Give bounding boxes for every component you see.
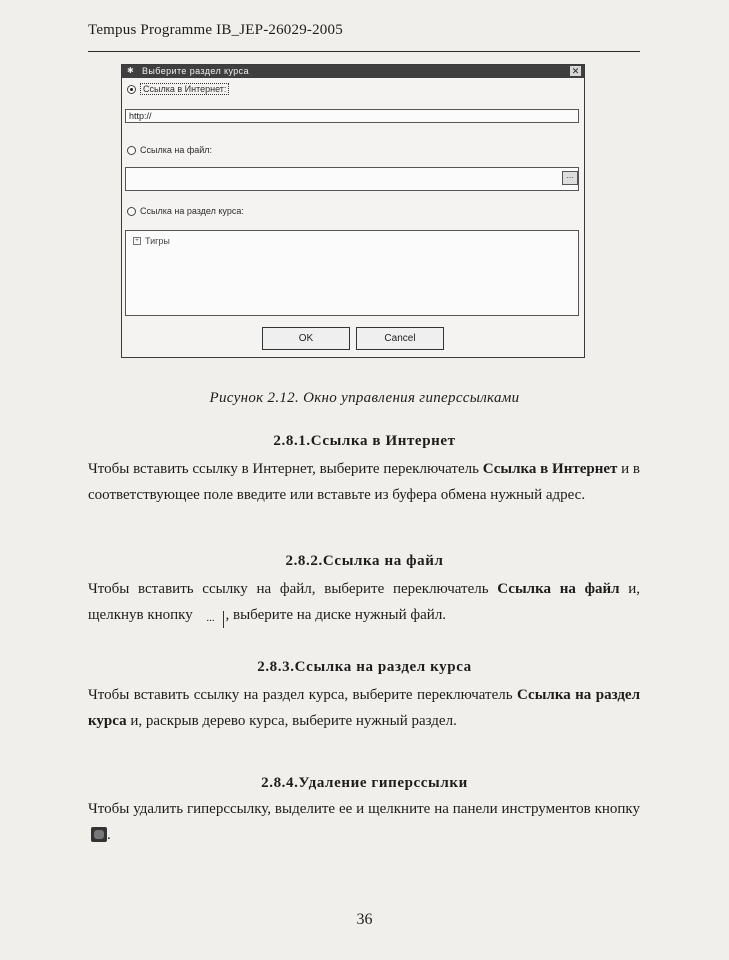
page-number: 36 <box>356 911 373 928</box>
tree-item-label: Тигры <box>145 236 170 246</box>
radio-internet[interactable] <box>127 83 229 95</box>
expand-plus-icon[interactable]: + <box>133 237 141 245</box>
header-rule <box>88 51 640 52</box>
browse-button[interactable]: ... <box>562 171 578 185</box>
paragraph-text: и в соответствующее поле введите или вставьте из буфера обмена нужный адрес. <box>88 461 641 503</box>
dialog-title: Выберите раздел курса <box>142 66 249 76</box>
paragraph-bold-term: Ссылка на раздел курса <box>88 687 641 729</box>
paragraph-text: Чтобы вставить ссылку в Интернет, выберите переключатель <box>88 461 479 477</box>
radio-unchecked-icon[interactable] <box>127 207 136 216</box>
section-paragraph <box>88 682 640 734</box>
paragraph-text: Чтобы удалить гиперссылку, выделите ее и щелкните на панели инструментов кнопку <box>88 801 640 817</box>
delete-hyperlink-icon <box>91 827 107 842</box>
section-heading: 2.8.2.Ссылка на файл <box>285 553 444 569</box>
section-heading: 2.8.1.Ссылка в Интернет <box>273 433 456 449</box>
window-menu-icon[interactable]: ✱ <box>127 66 134 75</box>
paragraph-text: Чтобы вставить ссылку на раздел курса, выберите переключатель <box>88 687 518 703</box>
url-input[interactable]: http:// <box>125 109 579 123</box>
section-paragraph: Чтобы удалить гиперссылку, выделите ее и щелкните на панели инструментов кнопку . <box>88 801 640 843</box>
radio-section-label: Ссылка на раздел курса: <box>140 206 244 216</box>
paragraph-text: и, раскрыв дерево курса, выберите нужный раздел. <box>126 713 457 729</box>
file-path-input[interactable] <box>125 167 579 191</box>
close-icon[interactable]: ✕ <box>571 66 580 76</box>
section-paragraph <box>88 576 640 628</box>
dialog-titlebar <box>122 65 584 78</box>
radio-checked-icon[interactable] <box>127 85 136 94</box>
paragraph-text: , выберите на диске нужный файл. <box>225 607 447 623</box>
paragraph-text: Чтобы вставить ссылку на файл, выберите переключатель <box>88 581 489 597</box>
course-tree[interactable] <box>125 230 579 316</box>
browse-button-glyph: ... <box>199 611 224 628</box>
paragraph-text: и, щелкнув кнопку <box>88 581 641 623</box>
figure-caption: Рисунок 2.12. Окно управления гиперссылками <box>209 390 520 406</box>
cancel-button[interactable]: Cancel <box>356 327 444 350</box>
paragraph-bold-term: Ссылка на файл <box>497 581 620 597</box>
section-heading: 2.8.3.Ссылка на раздел курса <box>257 659 472 675</box>
radio-section[interactable] <box>127 206 244 216</box>
tree-item[interactable] <box>133 236 170 246</box>
section-paragraph <box>88 456 640 508</box>
radio-file-label: Ссылка на файл: <box>140 145 213 155</box>
ok-button[interactable]: OK <box>262 327 350 350</box>
section-heading: 2.8.4.Удаление гиперссылки <box>261 775 468 791</box>
radio-unchecked-icon[interactable] <box>127 146 136 155</box>
radio-file[interactable] <box>127 145 212 155</box>
hyperlink-dialog <box>121 64 585 358</box>
paragraph-bold-term: Ссылка в Интернет <box>482 461 618 477</box>
running-header: Tempus Programme IB_JEP-26029-2005 <box>88 22 343 38</box>
radio-internet-label: Ссылка в Интернет: <box>140 83 229 95</box>
